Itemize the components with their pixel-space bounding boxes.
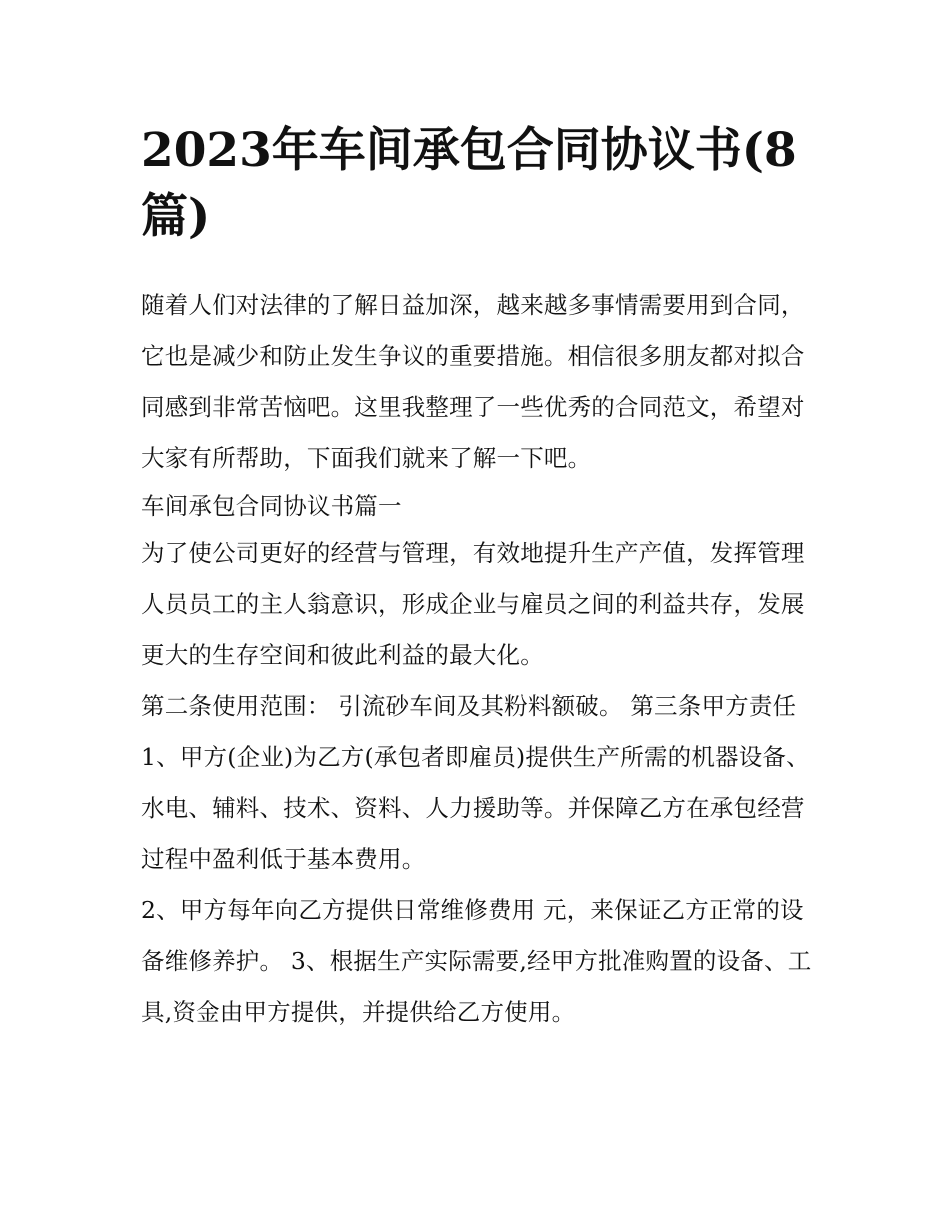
scope-paragraph: 第二条使用范围： 引流砂车间及其粉料额破。 第三条甲方责任: [141, 692, 797, 720]
intro-paragraph: 随着人们对法律的了解日益加深，越来越多事情需要用到合同，它也是减少和防止发生争议的重要措施。相信很多朋友都对拟合同感到非常苦恼吧。这里我整理了一些优秀的合同范文，希望对大家有所帮助，下面我们就来了解一下吧。: [141, 291, 805, 472]
document-body: [141, 280, 813, 1038]
purpose-paragraph: 为了使公司更好的经营与管理，有效地提升生产产值，发挥管理人员员工的主人翁意识，形成企业与雇员之间的利益共存，发展更大的生存空间和彼此利益的最大化。: [141, 539, 805, 669]
clause-2-paragraph: 2、甲方每年向乙方提供日常维修费用 元，来保证乙方正常的设备维修养护。 3、根据生产实际需要,经甲方批准购置的设备、工具,资金由甲方提供，并提供给乙方使用。: [141, 896, 812, 1026]
document-title: 2023年车间承包合同协议书(8篇): [141, 123, 797, 244]
clause-1-paragraph: 1、甲方(企业)为乙方(承包者即雇员)提供生产所需的机器设备、水电、辅料、技术、资料、人力援助等。并保障乙方在承包经营过程中盈利低于基本费用。: [141, 743, 810, 873]
section-heading: 车间承包合同协议书篇一: [141, 492, 402, 520]
